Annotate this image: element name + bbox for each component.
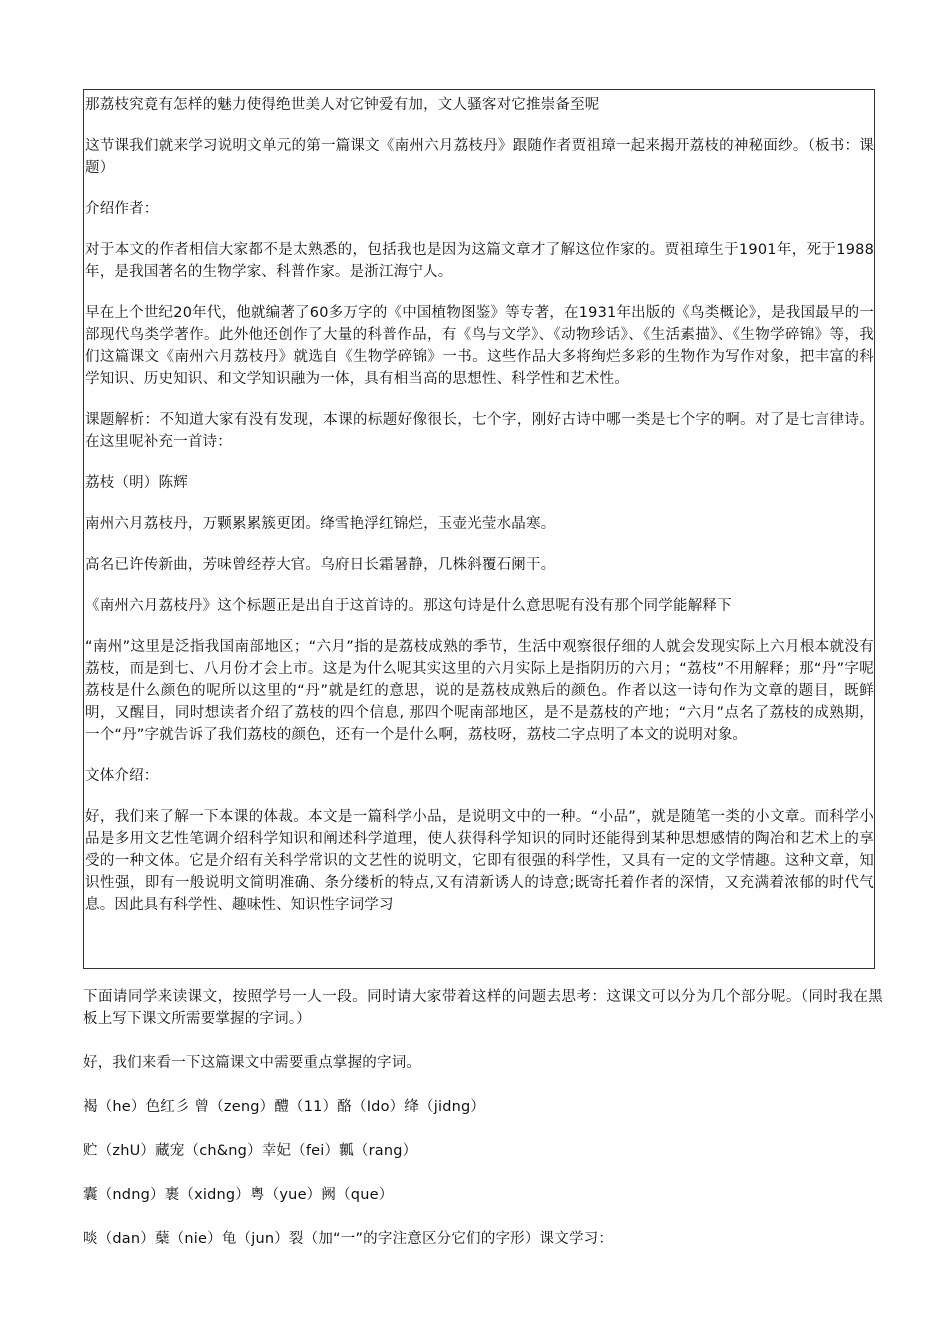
paragraph-title-explanation: “南州”这里是泛指我国南部地区；“六月”指的是荔枝成熟的季节，生活中观察很仔细的人就会发现实际上六月根本就没有荔枝，而是到七、八月份才会上市。这是为什么呢其实这里的六月实际上是指阴历的六月；“荔枝”不用解释；那“丹”字呢荔枝是什么颜色的呢所以这里的“丹”就是红的意思，说的是荔枝成熟后的颜色。作者以这一诗句作为文章的题目，既鲜明，又醒目，同时想读者介绍了荔枝的四个信息, 那四个呢南部地区，是不是荔枝的产地；“六月”点名了荔枝的成熟期，一个“丹”字就告诉了我们荔枝的颜色，还有一个是什么啊，荔枝呀，荔枝二字点明了本文的说明对象。 bbox=[85, 639, 874, 743]
paragraph-title-source: 《南州六月荔枝丹》这个标题正是出自于这首诗的。那这句诗是什么意思呢有没有那个同学能解释下 bbox=[85, 598, 732, 614]
paragraph-vocab-intro: 好，我们来看一下这篇课文中需要重点掌握的字词。 bbox=[83, 1055, 422, 1071]
paragraph-reading-instructions: 下面请同学来读课文，按照学号一人一段。同时请大家带着这样的问题去思考：这课文可以分为几个部分呢。（同时我在黑板上写下课文所需要掌握的字词。） bbox=[83, 989, 883, 1027]
paragraph-intro-question: 那荔枝究竟有怎样的魅力使得绝世美人对它钟爱有加，文人骚客对它推崇备至呢 bbox=[85, 97, 600, 113]
vocab-line-1: 褐（he）色红彡 曾（zeng）醴（11）酪（Ido）绛（jidng） bbox=[83, 1099, 486, 1115]
paragraph-genre-description: 好，我们来了解一下本课的体裁。本文是一篇科学小品，是说明文中的一种。“小品”，就是随笔一类的小文章。而科学小品是多用文艺性笔调介绍科学知识和阐述科学道理，使人获得科学知识的同时还能得到某种思想感情的陶冶和艺术上的享受的一种文体。它是介绍有关科学常识的文艺性的说明文，它即有很强的科学性，又具有一定的文学情趣。这种文章，知识性强，即有一般说明文简明准确、条分缕析的特点,又有清新诱人的诗意;既寄托着作者的深情，又充满着浓郁的时代气息。因此具有科学性、趣味性、知识性字词学习 bbox=[85, 809, 874, 913]
heading-genre-intro: 文体介绍： bbox=[85, 768, 159, 784]
body-text bbox=[83, 986, 883, 1272]
paragraph-author-bio: 对于本文的作者相信大家都不是太熟悉的，包括我也是因为这篇文章才了解这位作家的。贾祖璋生于1901年，死于1988年，是我国著名的生物学家、科普作家。是浙江海宁人。 bbox=[85, 242, 874, 280]
poem-title: 荔枝（明）陈辉 bbox=[85, 475, 188, 491]
framed-text-box bbox=[83, 89, 875, 969]
poem-line-2: 高名已许传新曲，芳味曾经荐大官。乌府日长霜暑静，几株斜覆石阑干。 bbox=[85, 557, 556, 573]
paragraph-title-analysis: 课题解析：不知道大家有没有发现，本课的标题好像很长，七个字，刚好古诗中哪一类是七个字的啊。对了是七言律诗。在这里呢补充一首诗： bbox=[85, 412, 874, 450]
paragraph-lesson-intro: 这节课我们就来学习说明文单元的第一篇课文《南州六月荔枝丹》跟随作者贾祖璋一起来揭开荔枝的神秘面纱。（板书：课题） bbox=[85, 138, 874, 176]
vocab-line-4: 啖（dan）蘖（nie）龟（jun）裂（加“一”的字注意区分它们的字形）课文学习： bbox=[83, 1231, 614, 1247]
vocab-line-2: 贮（zhU）藏宠（ch&ng）幸妃（fei）瓤（rang） bbox=[83, 1143, 418, 1159]
poem-line-1: 南州六月荔枝丹，万颗累累簇更团。绛雪艳浮红锦烂，玉壶光莹水晶寒。 bbox=[85, 516, 556, 532]
heading-author-intro: 介绍作者： bbox=[85, 201, 159, 217]
paragraph-author-works: 早在上个世纪20年代，他就编著了60多万字的《中国植物图鉴》等专著，在1931年出版的《鸟类概论》，是我国最早的一部现代鸟类学著作。此外他还创作了大量的科普作品，有《鸟与文学》、《动物珍话》、《生活素描》、《生物学碎锦》等，我们这篇课文《南州六月荔枝丹》就选自《生物学碎锦》一书。这些作品大多将绚烂多彩的生物作为写作对象，把丰富的科学知识、历史知识、和文学知识融为一体，具有相当高的思想性、科学性和艺术性。 bbox=[85, 305, 874, 387]
vocab-line-3: 囊（ndng）裹（xidng）粤（yue）阙（que） bbox=[83, 1187, 394, 1203]
